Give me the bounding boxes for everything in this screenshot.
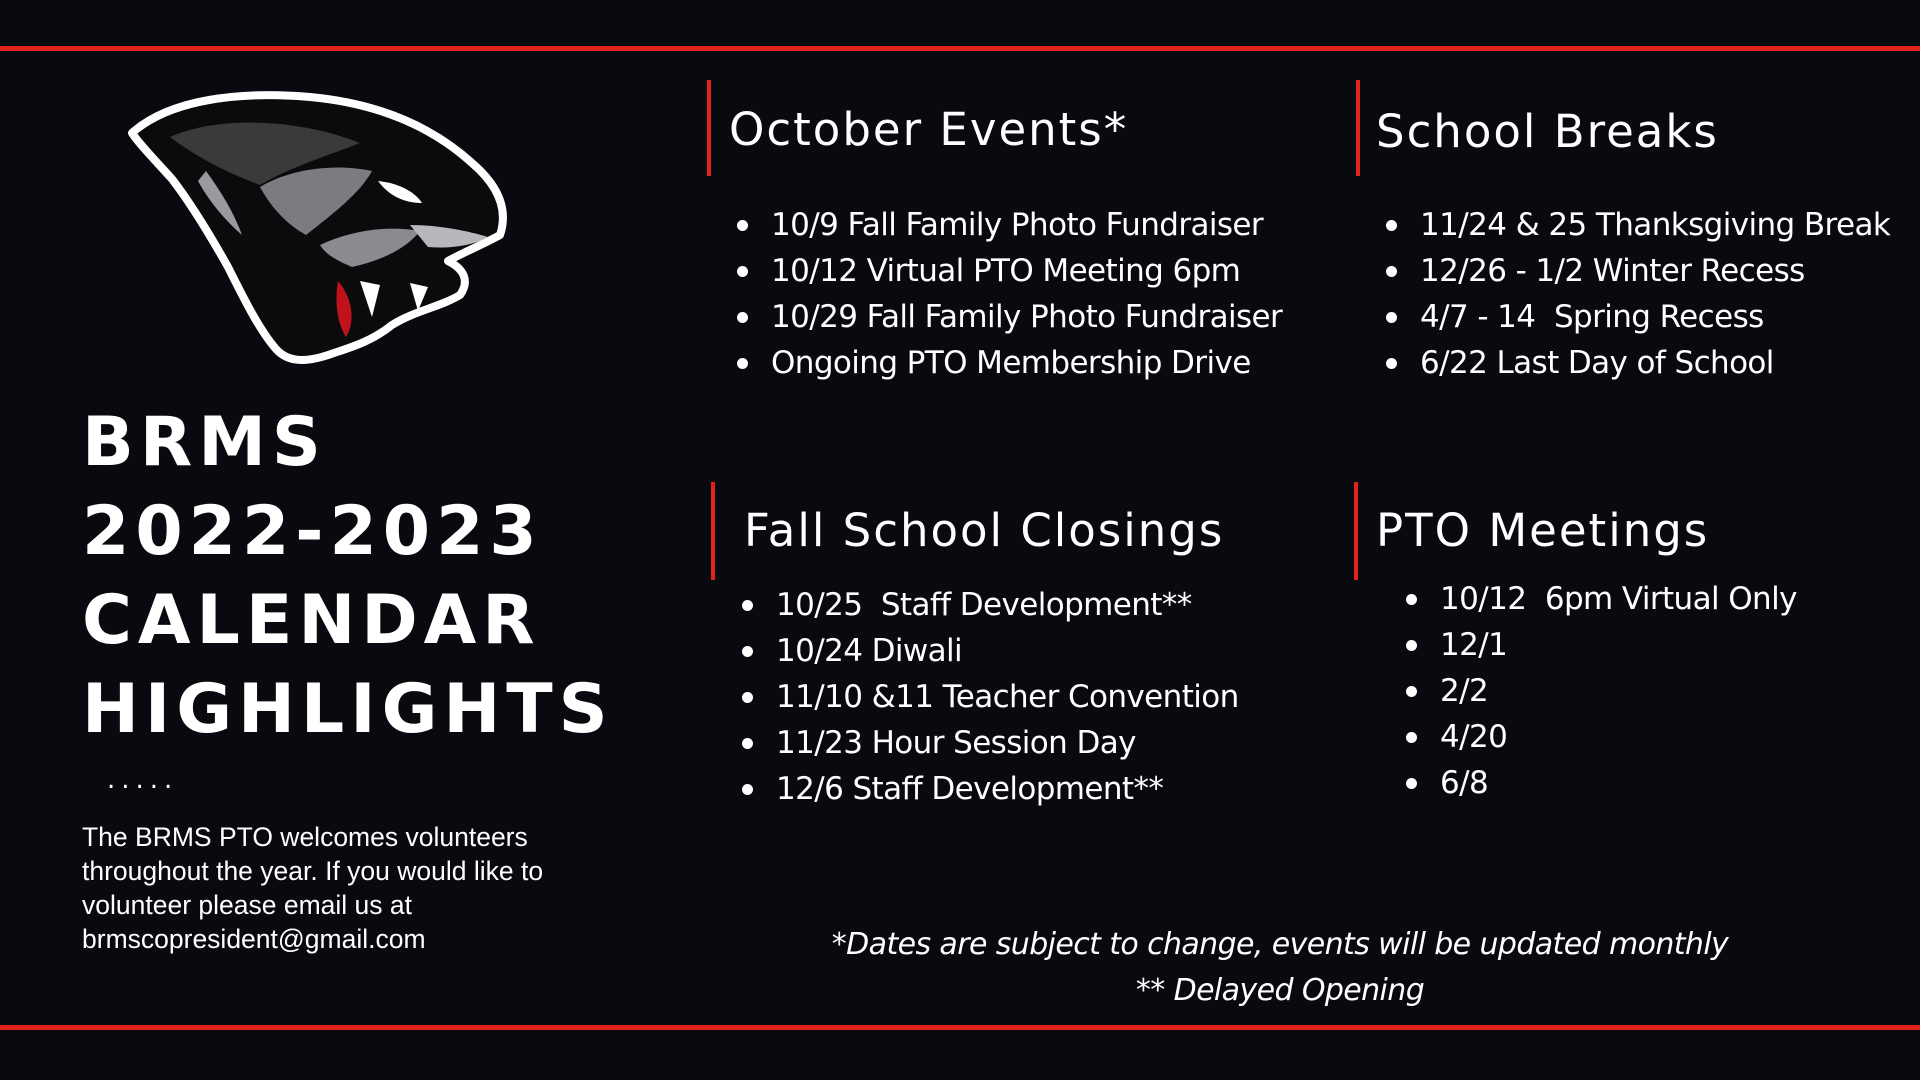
list-item: 12/1 — [1402, 622, 1797, 668]
october-events-heading: October Events* — [729, 103, 1129, 156]
top-red-rule — [0, 46, 1920, 51]
pto-meetings-heading: PTO Meetings — [1376, 504, 1710, 557]
list-item: 12/26 - 1/2 Winter Recess — [1382, 248, 1890, 294]
list-item: 2/2 — [1402, 668, 1797, 714]
section-red-bar — [711, 482, 715, 580]
bottom-red-rule — [0, 1025, 1920, 1030]
list-item: 10/9 Fall Family Photo Fundraiser — [733, 202, 1282, 248]
fall-school-closings-heading: Fall School Closings — [744, 504, 1225, 557]
footnote-dates-change: *Dates are subject to change, events will be updated monthly — [831, 927, 1729, 962]
october-events-list — [733, 202, 1282, 386]
volunteer-message — [82, 820, 642, 956]
calendar-title — [82, 398, 614, 754]
list-item: 10/12 6pm Virtual Only — [1402, 576, 1797, 622]
list-item: Ongoing PTO Membership Drive — [733, 340, 1282, 386]
volunteer-message-line: volunteer please email us at — [82, 890, 412, 920]
volunteer-message-line: throughout the year. If you would like to — [82, 856, 544, 886]
footnote-delayed-opening: ** Delayed Opening — [1135, 973, 1425, 1008]
list-item: 10/24 Diwali — [738, 628, 1239, 674]
panther-mascot-icon — [110, 85, 510, 375]
list-item: 4/20 — [1402, 714, 1797, 760]
list-item: 11/10 &11 Teacher Convention — [738, 674, 1239, 720]
list-item: 6/22 Last Day of School — [1382, 340, 1890, 386]
school-breaks-heading: School Breaks — [1376, 105, 1719, 158]
section-red-bar — [1356, 80, 1360, 176]
list-item: 10/12 Virtual PTO Meeting 6pm — [733, 248, 1282, 294]
title-line-highlights: HIGHLIGHTS — [82, 670, 614, 749]
section-red-bar — [1354, 482, 1358, 580]
dot-divider: ..... — [107, 765, 179, 795]
title-line-calendar: CALENDAR — [82, 581, 541, 660]
school-breaks-list — [1382, 202, 1890, 386]
list-item: 11/23 Hour Session Day — [738, 720, 1239, 766]
title-line-year: 2022-2023 — [82, 492, 543, 571]
dates-footnote — [760, 922, 1800, 1014]
list-item: 10/25 Staff Development** — [738, 582, 1239, 628]
list-item: 11/24 & 25 Thanksgiving Break — [1382, 202, 1890, 248]
section-red-bar — [707, 80, 711, 176]
list-item: 6/8 — [1402, 760, 1797, 806]
volunteer-message-line: The BRMS PTO welcomes volunteers — [82, 822, 528, 852]
fall-school-closings-list — [738, 582, 1239, 812]
list-item: 10/29 Fall Family Photo Fundraiser — [733, 294, 1282, 340]
list-item: 12/6 Staff Development** — [738, 766, 1239, 812]
volunteer-email: brmscopresident@gmail.com — [82, 924, 426, 954]
list-item: 4/7 - 14 Spring Recess — [1382, 294, 1890, 340]
title-line-brms: BRMS — [82, 403, 327, 482]
pto-meetings-list — [1402, 576, 1797, 806]
